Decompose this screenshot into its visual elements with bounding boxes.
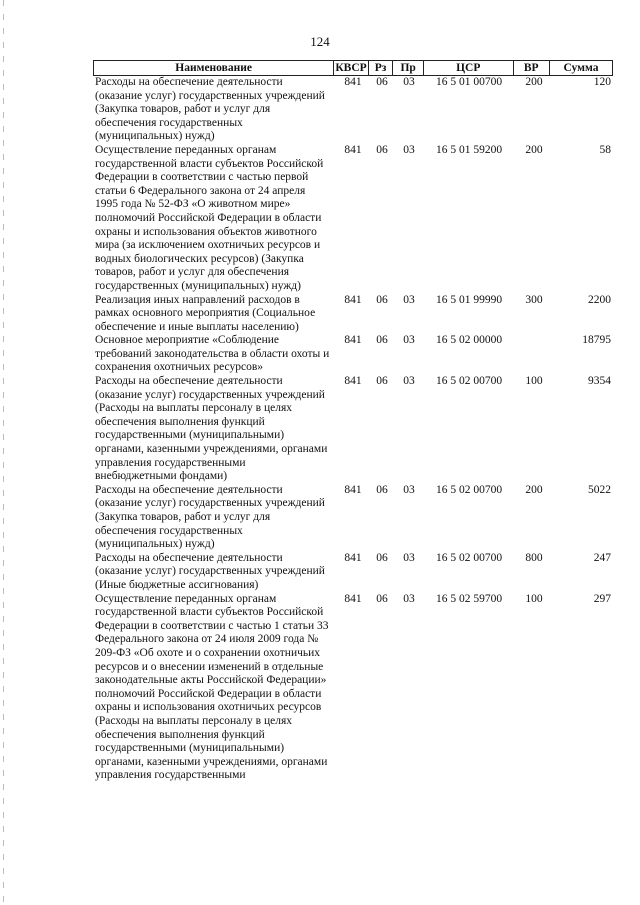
row-csr: 16 5 02 00700 <box>435 375 503 388</box>
table-row <box>93 375 613 484</box>
row-kvsr: 841 <box>344 143 362 156</box>
row-vr: 200 <box>525 483 543 496</box>
row-vr: 300 <box>525 293 543 306</box>
row-rz: 06 <box>376 76 388 88</box>
row-name: Реализация иных направлений расходов в рамках основного мероприятия (Социальное обеспечение и иные выплаты населению) <box>95 293 316 333</box>
row-rz: 06 <box>376 143 388 156</box>
header-kvsr: КВСР <box>333 61 367 75</box>
row-pr: 03 <box>403 293 415 306</box>
table-row <box>93 334 613 375</box>
table-row <box>93 484 613 552</box>
table-row <box>93 76 613 144</box>
table-row <box>93 593 613 783</box>
row-csr: 16 5 02 59700 <box>435 592 503 605</box>
row-vr: 200 <box>525 76 543 88</box>
row-csr: 16 5 02 00700 <box>435 551 503 564</box>
page-number: 124 <box>310 34 330 49</box>
row-pr: 03 <box>403 334 415 347</box>
row-sum: 120 <box>593 76 611 88</box>
row-sum: 297 <box>593 592 611 605</box>
row-sum: 18795 <box>582 334 611 347</box>
row-rz: 06 <box>376 483 388 496</box>
row-csr: 16 5 01 00700 <box>435 76 503 88</box>
row-name: Осуществление переданных органам государственной власти субъектов Российской Федерации в соответствии с частью 1 статьи 33 Федерального закона от 24 июля 2009 года № 209-ФЗ «Об охоте и о сохранении охотничьих ресурсов и о внесении изменений в отдельные законодательные акты Российской Федерации» полномочий Российской Федерации в области охраны и использования охотничьих ресурсов (Расходы на выплаты персоналу в целях обеспечения выполнения функций государственными (муниципальными) органами, казенными учреждениями, органами управления государственными <box>95 592 329 782</box>
table-row <box>93 144 613 294</box>
row-sum: 9354 <box>588 375 611 388</box>
row-name: Расходы на обеспечение деятельности (оказание услуг) государственных учреждений (Расходы на выплаты персоналу в целях обеспечения выполнения функций государственными (муниципальными) органами, казенными учреждениями, органами управления государственными внебюджетными фондами) <box>95 375 328 483</box>
row-rz: 06 <box>376 375 388 388</box>
row-name: Расходы на обеспечение деятельности (оказание услуг) государственных учреждений (Закупка товаров, работ и услуг для обеспечения государственных (муниципальных) нужд) <box>95 483 325 551</box>
row-sum: 247 <box>593 551 611 564</box>
row-csr: 16 5 02 00700 <box>435 483 503 496</box>
row-sum: 2200 <box>588 293 611 306</box>
row-vr: 100 <box>525 375 543 388</box>
row-name: Расходы на обеспечение деятельности (оказание услуг) государственных учреждений (Закупка товаров, работ и услуг для обеспечения государственных (муниципальных) нужд) <box>95 76 325 143</box>
budget-table <box>93 60 613 783</box>
header-rz: Рз <box>368 61 393 75</box>
header-sum: Сумма <box>549 61 612 75</box>
row-kvsr: 841 <box>344 551 362 564</box>
row-kvsr: 841 <box>344 334 362 347</box>
row-pr: 03 <box>403 76 415 88</box>
row-pr: 03 <box>403 143 415 156</box>
row-csr: 16 5 01 99990 <box>435 293 503 306</box>
scan-edge-line <box>3 0 4 905</box>
row-rz: 06 <box>376 293 388 306</box>
row-name: Расходы на обеспечение деятельности (оказание услуг) государственных учреждений (Иные бюджетные ассигнования) <box>95 551 325 591</box>
row-kvsr: 841 <box>344 293 362 306</box>
row-pr: 03 <box>403 375 415 388</box>
row-kvsr: 841 <box>344 375 362 388</box>
table-header <box>93 60 613 76</box>
header-vr: ВР <box>513 61 549 75</box>
row-csr: 16 5 01 59200 <box>435 143 503 156</box>
row-pr: 03 <box>403 551 415 564</box>
table-row <box>93 552 613 593</box>
row-kvsr: 841 <box>344 483 362 496</box>
row-csr: 16 5 02 00000 <box>435 334 503 347</box>
row-pr: 03 <box>403 592 415 605</box>
row-rz: 06 <box>376 551 388 564</box>
row-name: Осуществление переданных органам государственной власти субъектов Российской Федерации в соответствии с частью первой статьи 6 Федерального закона от 24 апреля 1995 года № 52-ФЗ «О животном мире» полномочий Российской Федерации в области охраны и использования объектов животного мира (за исключением охотничьих ресурсов и водных биологических ресурсов) (Закупка товаров, работ и услуг для обеспечения государственных (муниципальных) нужд) <box>95 143 324 292</box>
row-vr: 800 <box>525 551 543 564</box>
row-kvsr: 841 <box>344 592 362 605</box>
row-rz: 06 <box>376 334 388 347</box>
row-name: Основное мероприятие «Соблюдение требований законодательства в области охоты и сохранения охотничьих ресурсов» <box>95 334 330 374</box>
header-csr: ЦСР <box>423 61 513 75</box>
row-sum: 58 <box>599 143 611 156</box>
row-kvsr: 841 <box>344 76 362 88</box>
header-name: Наименование <box>175 62 252 74</box>
row-sum: 5022 <box>588 483 611 496</box>
row-pr: 03 <box>403 483 415 496</box>
table-row <box>93 294 613 335</box>
row-rz: 06 <box>376 592 388 605</box>
header-pr: Пр <box>392 61 423 75</box>
row-vr: 200 <box>525 143 543 156</box>
row-vr: 100 <box>525 592 543 605</box>
